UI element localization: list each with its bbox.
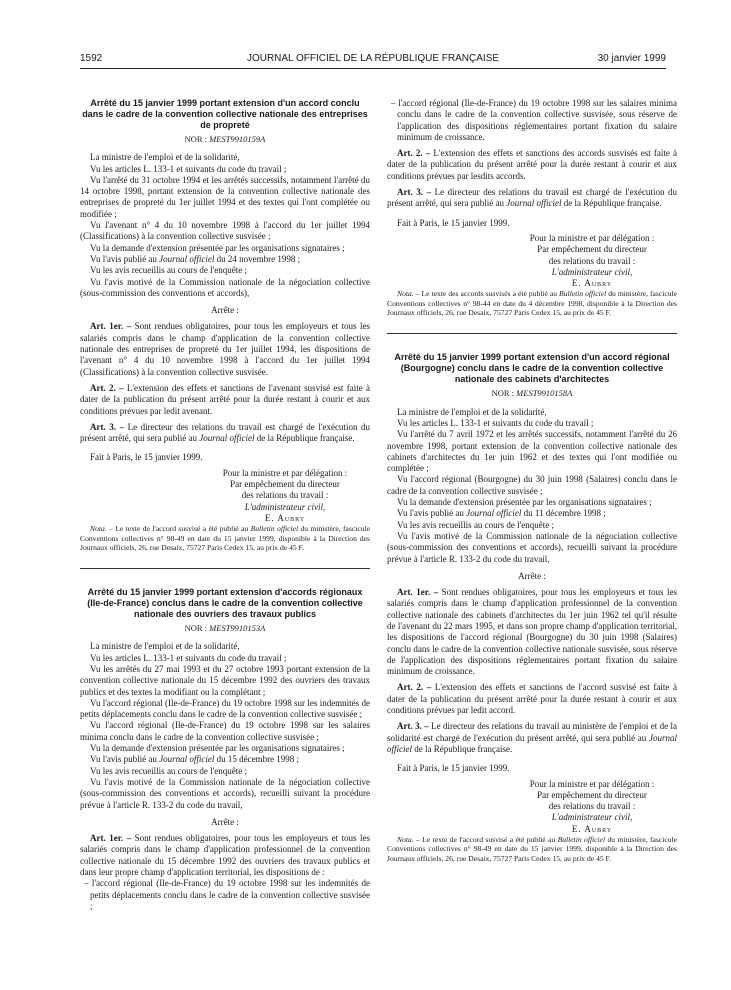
arrete-heading: Arrête : <box>211 305 239 316</box>
article-1: Art. 1er. – Sont rendues obligatoires, pour tous les employeurs et tous les salariés compris dans le champ d'application professionnel de la convention collective nationale des cabinets d'architectes du 1er juin 1962 tel qu'il résulte de l'avenant du 22 mars 1995, et dans son propre champ d'application territorial, les dispositions de l'accord régional (Bourgogne) du 30 juin 1998 (Salaires) conclu dans le cadre de la convention collective nationale susvisée, sous réserve de l'application des dispositions réglementaires portant fixation du salaire minimum de croissance. <box>387 587 677 677</box>
nota: Nota. – Le texte de l'accord susvisé a été publié au Bulletin officiel du ministère, fascicule Conventions collectives n° 98-49 en date du 15 janvier 1999, disponible à la Direction des Journaux officiels, 26, rue Desaix, 75727 Paris Cedex 15, au prix de 45 F. <box>387 835 677 863</box>
visa: Vu les avis recueillis au cours de l'enquête ; <box>397 519 555 530</box>
article-3: Art. 3. – Le directeur des relations du travail est chargé de l'exécution du présent arrêté, qui sera publié au Journal officiel de la République française. <box>387 187 677 209</box>
journal-title: JOURNAL OFFICIEL DE LA RÉPUBLIQUE FRANÇAISE <box>246 53 500 64</box>
visa: Vu l'avis publié au Journal officiel du 24 novembre 1998 ; <box>90 253 301 264</box>
nor-reference: NOR : MEST9910158A <box>491 388 573 399</box>
nor-reference: NOR : MEST9910153A <box>184 623 266 634</box>
visa: Vu les avis recueillis au cours de l'enquête ; <box>90 265 248 276</box>
header-rule <box>80 68 666 69</box>
section-divider <box>80 568 370 569</box>
decree-architectes <box>387 352 677 863</box>
article-1: Art. 1er. – Sont rendues obligatoires, pour tous les employeurs et tous les salariés compris dans le champ d'application de la convention collective nationale des entreprises de propreté du 1er juillet 1994, les dispositions de l'avenant n° 4 du 10 novembre 1998 à l'accord du 1er juillet 1994 (Classifications) à la convention collective susvisée. <box>80 321 370 377</box>
visa: Vu les articles L. 133-1 et suivants du code du travail ; <box>90 652 287 663</box>
signing-date: Fait à Paris, le 15 janvier 1999. <box>90 452 203 463</box>
visa: Vu les articles L. 133-1 et suivants du code du travail ; <box>397 417 594 428</box>
signature-block: Pour la ministre et par délégation : Par empêchement du directeur des relations du travail : L'administrateur civil, E. Aubry <box>222 467 348 523</box>
article-3: Art. 3. – Le directeur des relations du travail est chargé de l'exécution du présent arrêté, qui sera publié au Journal officiel de la République française. <box>80 421 370 444</box>
signature-block: Pour la ministre et par délégation : Par empêchement du directeur des relations du travail : L'administrateur civil, E. Aubry <box>529 232 655 289</box>
minister-line: La ministre de l'emploi et de la solidarité, <box>397 406 547 417</box>
visa: Vu la demande d'extension présentée par les organisations signataires ; <box>90 743 345 754</box>
left-column <box>80 98 370 912</box>
arrete-heading: Arrête : <box>211 816 239 827</box>
visa: Vu la demande d'extension présentée par les organisations signataires ; <box>397 497 652 508</box>
issue-date: 30 janvier 1999 <box>597 53 666 64</box>
minister-line: La ministre de l'emploi et de la solidarité, <box>90 152 240 163</box>
article-2: Art. 2. – L'extension des effets et sanctions de l'accord susvisé est faite à dater de la publication du présent arrêté pour la durée restant à courir et aux conditions prévues par ledit accord. <box>387 682 677 716</box>
decree-travaux-publics <box>80 587 370 912</box>
decree-proprete <box>80 98 370 552</box>
article-2: Art. 2. – L'extension des effets et sanctions des accords susvisés est faite à dater de la publication du présent arrêté pour la durée restant à courir et aux conditions prévues par lesdits accords. <box>387 148 677 181</box>
visa: Vu l'accord régional (Ile-de-France) du 19 octobre 1998 sur les salaires minima conclu dans le cadre de la convention collective susvisée ; <box>80 720 370 742</box>
visa: Vu l'accord régional (Ile-de-France) du 19 octobre 1998 sur les indemnités de petits déplacements conclu dans le cadre de la convention collective susvisée ; <box>80 697 370 720</box>
section-divider <box>387 333 677 334</box>
page-number: 1592 <box>80 53 103 64</box>
list-item: – l'accord régional (Ile-de-France) du 19 octobre 1998 sur les salaires minima conclu dans le cadre de la convention collective susvisée, sous réserve de l'application des dispositions réglementaires portant fixation du salaire minimum de croissance. <box>391 98 677 142</box>
visa: Vu l'avenant n° 4 du 10 novembre 1998 à l'accord du 1er juillet 1994 (Classifications) à la convention collective susvisée ; <box>80 220 370 242</box>
decree-title: Arrêté du 15 janvier 1999 portant extension d'un accord régional (Bourgogne) conclu dans le cadre de la convention collective nationale des cabinets d'architectes <box>394 352 670 385</box>
signing-date: Fait à Paris, le 15 janvier 1999. <box>397 763 510 774</box>
nor-reference: NOR : MESТ9910159A <box>184 134 266 144</box>
article-2: Art. 2. – L'extension des effets et sanctions de l'avenant susvisé est faite à dater de la publication du présent arrêté pour la durée restant à courir et aux conditions prévues par ledit avenant. <box>80 382 370 416</box>
visa: Vu l'accord régional (Bourgogne) du 30 juin 1998 (Salaires) conclu dans le cadre de la convention collective susvisée ; <box>387 474 677 496</box>
visa: Vu la demande d'extension présentée par les organisations signataires ; <box>90 242 345 253</box>
article-1: Art. 1er. – Sont rendues obligatoires, pour tous les employeurs et tous les salariés compris dans le champ d'application professionnel de la convention collective nationale du 15 décembre 1992 des ouvriers des travaux publics et dans leur propre champ d'application territorial, les dispositions de : <box>80 833 370 878</box>
visa: Vu les arrêtés du 27 mai 1993 et du 27 octobre 1993 portant extension de la convention collective nationale du 15 décembre 1992 des ouvriers des travaux publics et des textes la modifiant ou la complétant ; <box>80 663 370 697</box>
page-header <box>80 53 666 69</box>
decree-title: Arrêté du 15 janvier 1999 portant extension d'un accord conclu dans le cadre de la convention collective nationale des entreprises de propreté <box>82 98 368 130</box>
visa: Vu l'avis motivé de la Commission nationale de la négociation collective (sous-commission des conventions et accords), <box>80 276 370 298</box>
list-item: – l'accord régional (Ile-de-France) du 19 octobre 1998 sur les indemnités de petits déplacements conclu dans le cadre de la convention collective susvisée ; <box>84 878 370 911</box>
minister-line: La ministre de l'emploi et de la solidarité, <box>90 641 240 652</box>
visa: Vu les articles L. 133-1 et suivants du code du travail ; <box>90 163 287 174</box>
visa: Vu l'avis motivé de la Commission nationale de la négociation collective (sous-commission des conventions et accords), recueilli suivant la procédure prévue à l'article R. 133-2 du code du travail, <box>387 530 677 564</box>
visa: Vu l'arrêté du 31 octobre 1994 et les arrêtés successifs, notamment l'arrêté du 14 octobre 1998, portant extension de la convention collective nationale des entreprises de propreté du 1er juillet 1994 et des textes qui l'ont complétée ou modifiée ; <box>80 174 370 219</box>
signature-block: Pour la ministre et par délégation : Par empêchement du directeur des relations du travail : L'administrateur civil, E. Aubry <box>529 778 655 834</box>
visa: Vu l'arrêté du 7 avril 1972 et les arrêtés successifs, notamment l'arrêté du 26 novembre 1998, portant extension de la convention collective nationale des cabinets d'architectes du 1er juin 1962 et des textes qui l'ont modifiée ou complétée ; <box>387 429 677 474</box>
arrete-heading: Arrête : <box>518 570 546 581</box>
visa: Vu l'avis publié au Journal officiel du 11 décembre 1998 ; <box>397 508 606 519</box>
visa: Vu l'avis publié au Journal officiel du 15 décembre 1998 ; <box>90 754 300 765</box>
right-column <box>387 98 677 863</box>
decree-title: Arrêté du 15 janvier 1999 portant extension d'accords régionaux (Ile-de-France) conclus dans le cadre de la convention collective nationale des ouvriers des travaux publics <box>87 587 363 620</box>
nota: Nota. – Le texte de l'accord susvisé a été publié au Bulletin officiel du ministère, fascicule Conventions collectives n° 98-49 en date du 15 janvier 1999, disponible à la Direction des Journaux officiels, 26, rue Desaix, 75727 Paris Cedex 15, au prix de 45 F. <box>80 524 370 552</box>
signing-date: Fait à Paris, le 15 janvier 1999. <box>397 217 510 228</box>
decree-travaux-publics-continued <box>387 98 677 317</box>
nota: Nota. – Le texte des accords susvisés a été publié au Bulletin officiel du ministère, fascicule Conventions collectives n° 98-44 en date du 4 décembre 1998, disponible à la Direction des Journaux officiels, 26, rue Desaix, 75727 Paris Cedex 15, au prix de 45 F. <box>387 289 677 318</box>
visa: Vu l'avis motivé de la Commission nationale de la négociation collective (sous-commission des conventions et accords), recueilli suivant la procédure prévue à l'article R. 133-2 du code du travail, <box>80 776 370 810</box>
visa: Vu les avis recueillis au cours de l'enquête ; <box>90 765 248 776</box>
article-3: Art. 3. – Le directeur des relations du travail au ministère de l'emploi et de la solidarité est chargé de l'exécution du présent arrêté, qui sera publié au Journal officiel de la République française. <box>387 721 678 754</box>
